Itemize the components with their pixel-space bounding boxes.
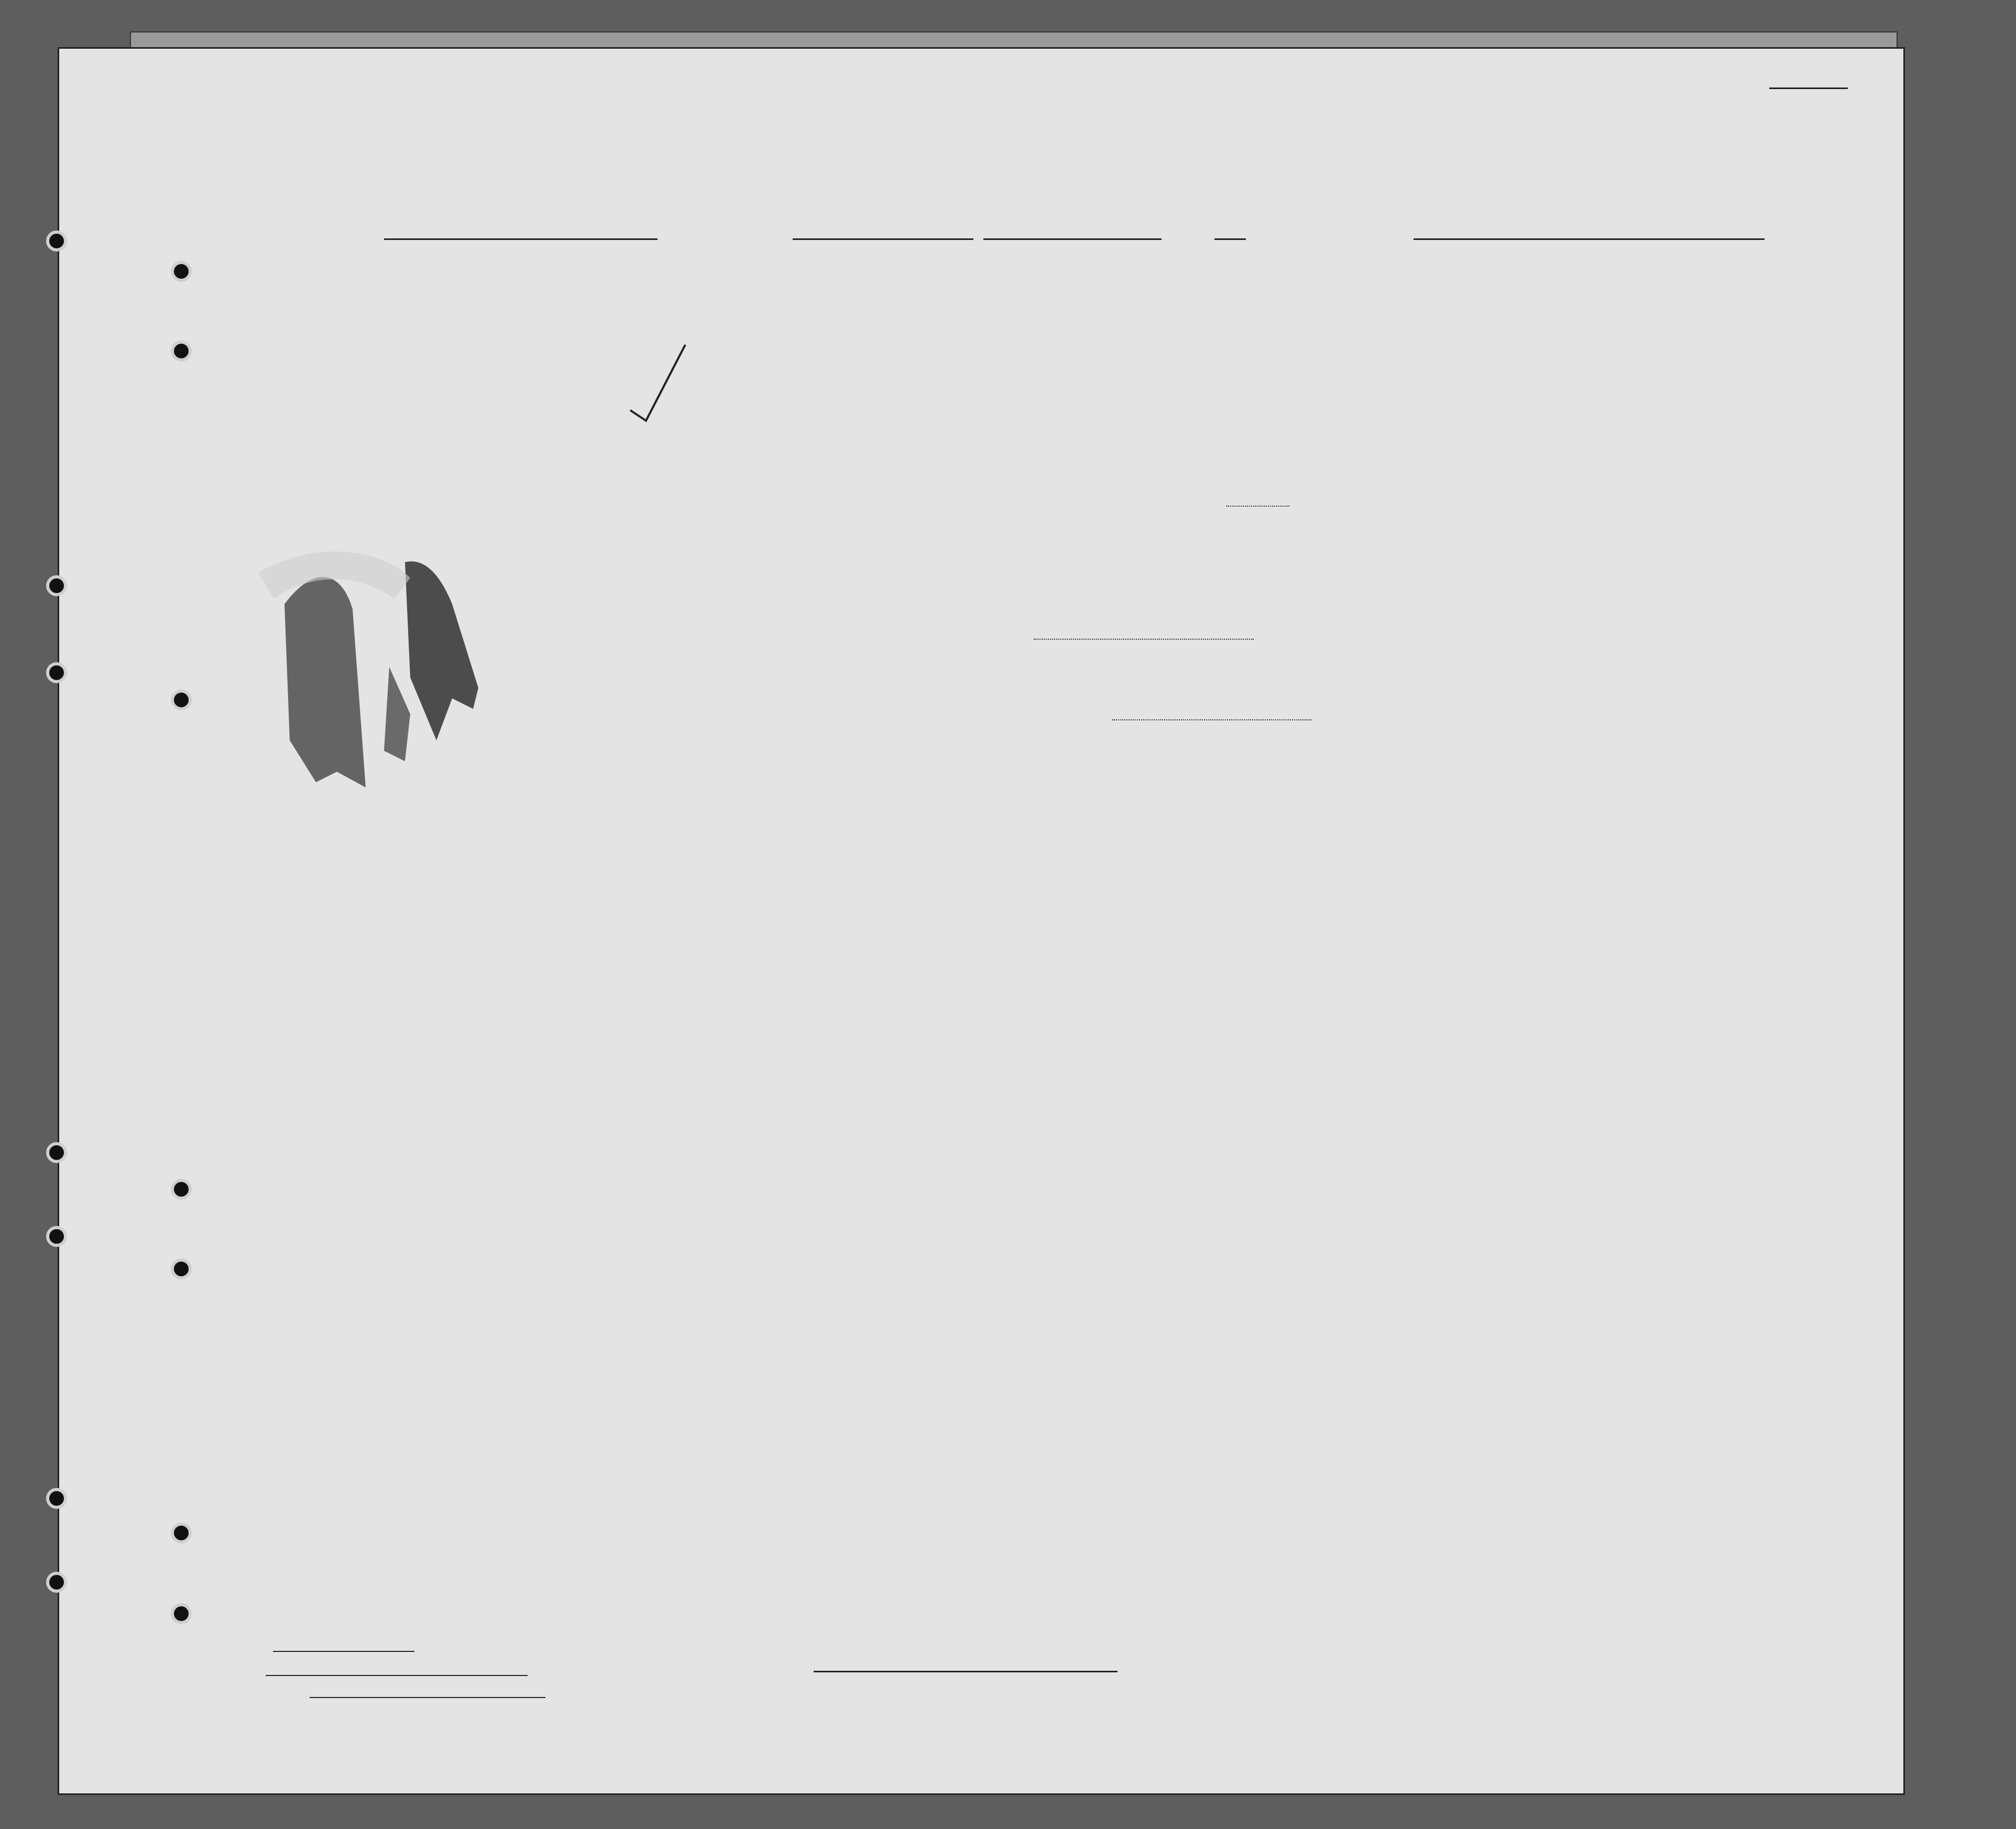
binder-hole [171,341,192,362]
binder-hole [171,1179,192,1200]
owners-value [266,1675,528,1676]
inspector-signature-line [814,1671,1117,1672]
binder-hole [171,1523,192,1543]
line-value [273,1651,414,1652]
date-line [1112,719,1311,720]
binder-hole [46,1142,67,1163]
manifest-grid [59,49,1903,1793]
binder-hole [46,1488,67,1509]
check-mark-icon [625,342,688,426]
binder-hole [171,689,192,710]
via-line [1034,639,1254,640]
binder-hole [46,1572,67,1593]
binder-hole [46,662,67,683]
agents-value [310,1697,545,1698]
binder-hole [171,1258,192,1279]
binder-hole [46,575,67,596]
manifest-page [58,47,1905,1795]
consulate-no [1226,506,1289,507]
binder-hole [171,261,192,282]
binder-hole [46,231,67,251]
binder-hole [46,1226,67,1247]
ink-stain [253,541,505,803]
binder-hole [171,1603,192,1624]
